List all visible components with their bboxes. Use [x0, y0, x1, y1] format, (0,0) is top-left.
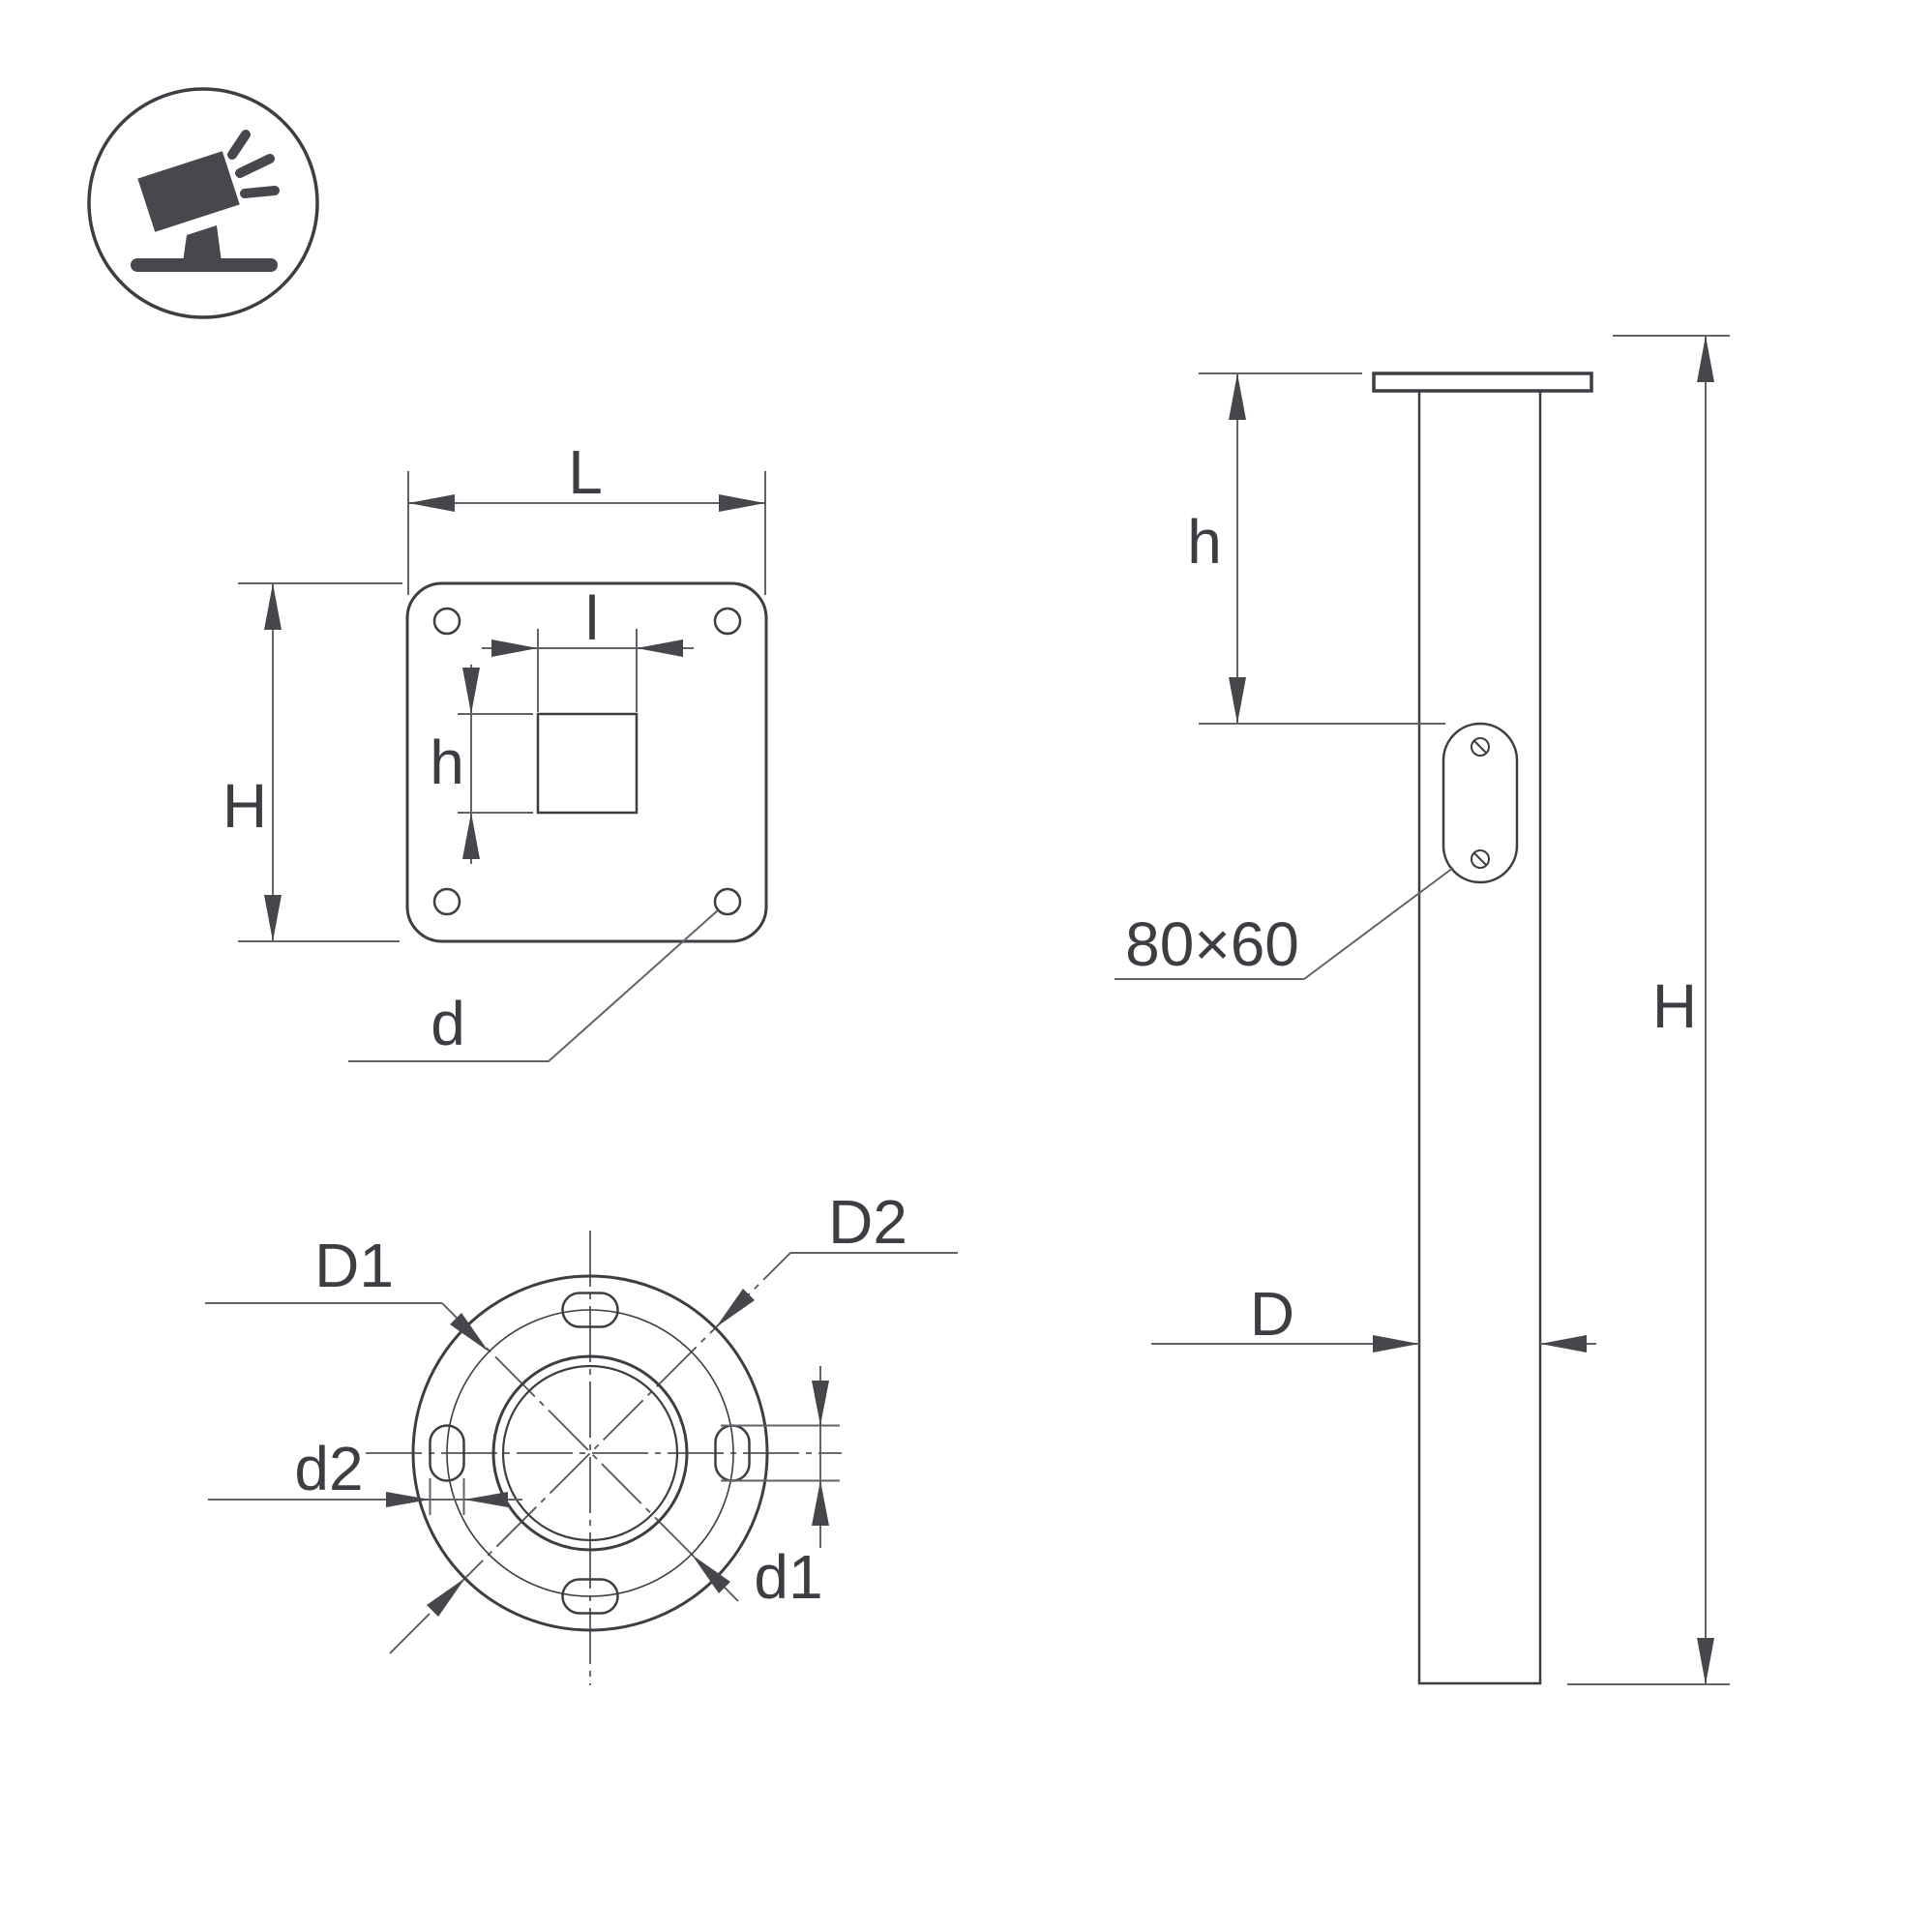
pole-body: [1419, 391, 1540, 1683]
dim-label-H-plate: H: [222, 771, 268, 841]
hatch-screw-top-slot: [1474, 741, 1486, 753]
leader-d: [348, 910, 718, 1061]
dim-l: [482, 583, 694, 712]
plate-center-square-hole: [538, 714, 637, 813]
projector-head: [137, 151, 239, 232]
dim-label-d: d: [431, 989, 465, 1058]
dim-label-h-plate: h: [430, 728, 464, 797]
plate-hole-top-right: [715, 609, 740, 634]
dim-d2: [208, 1434, 522, 1515]
pole-top-cap-plate: [1374, 373, 1591, 391]
dim-label-D2: D2: [828, 1187, 907, 1257]
pole-side-view: [1115, 336, 1730, 1684]
dim-H-pole: [1567, 336, 1730, 1684]
projector-base: [131, 258, 278, 272]
pole-hatch: [1443, 724, 1517, 882]
dim-label-D-pole: D: [1249, 1279, 1295, 1349]
dim-L: [408, 437, 765, 595]
dim-label-hatch-size: 80×60: [1125, 909, 1299, 979]
dim-D-pole: [1151, 1279, 1596, 1352]
hatch-screw-bottom-slot: [1474, 853, 1486, 865]
dim-label-l: l: [584, 583, 600, 653]
dim-h-pole: [1187, 373, 1445, 724]
dim-h-plate: [430, 665, 533, 864]
flange-bottom-view: [205, 1187, 958, 1685]
dim-d1: [721, 1366, 840, 1612]
dim-label-H-pole: H: [1651, 971, 1698, 1041]
light-rays-icon: [232, 134, 275, 193]
dim-label-d2: d2: [294, 1434, 364, 1503]
dim-label-d1: d1: [754, 1542, 823, 1612]
leader-hatch-size: [1115, 868, 1453, 979]
dim-D2: [427, 1187, 958, 1617]
dim-H-plate: [223, 583, 402, 941]
floodlight-icon: [89, 89, 317, 317]
plate-hole-top-left: [434, 609, 460, 634]
plate-hole-bottom-left: [434, 889, 460, 914]
dim-label-L: L: [568, 437, 603, 507]
dim-D1: [205, 1231, 730, 1593]
dim-label-h-pole: h: [1187, 507, 1222, 577]
projector-stand: [183, 225, 222, 262]
plate-top-view: [223, 437, 766, 1061]
dim-label-D1: D1: [314, 1231, 394, 1300]
plate-hole-bottom-right: [715, 889, 740, 914]
